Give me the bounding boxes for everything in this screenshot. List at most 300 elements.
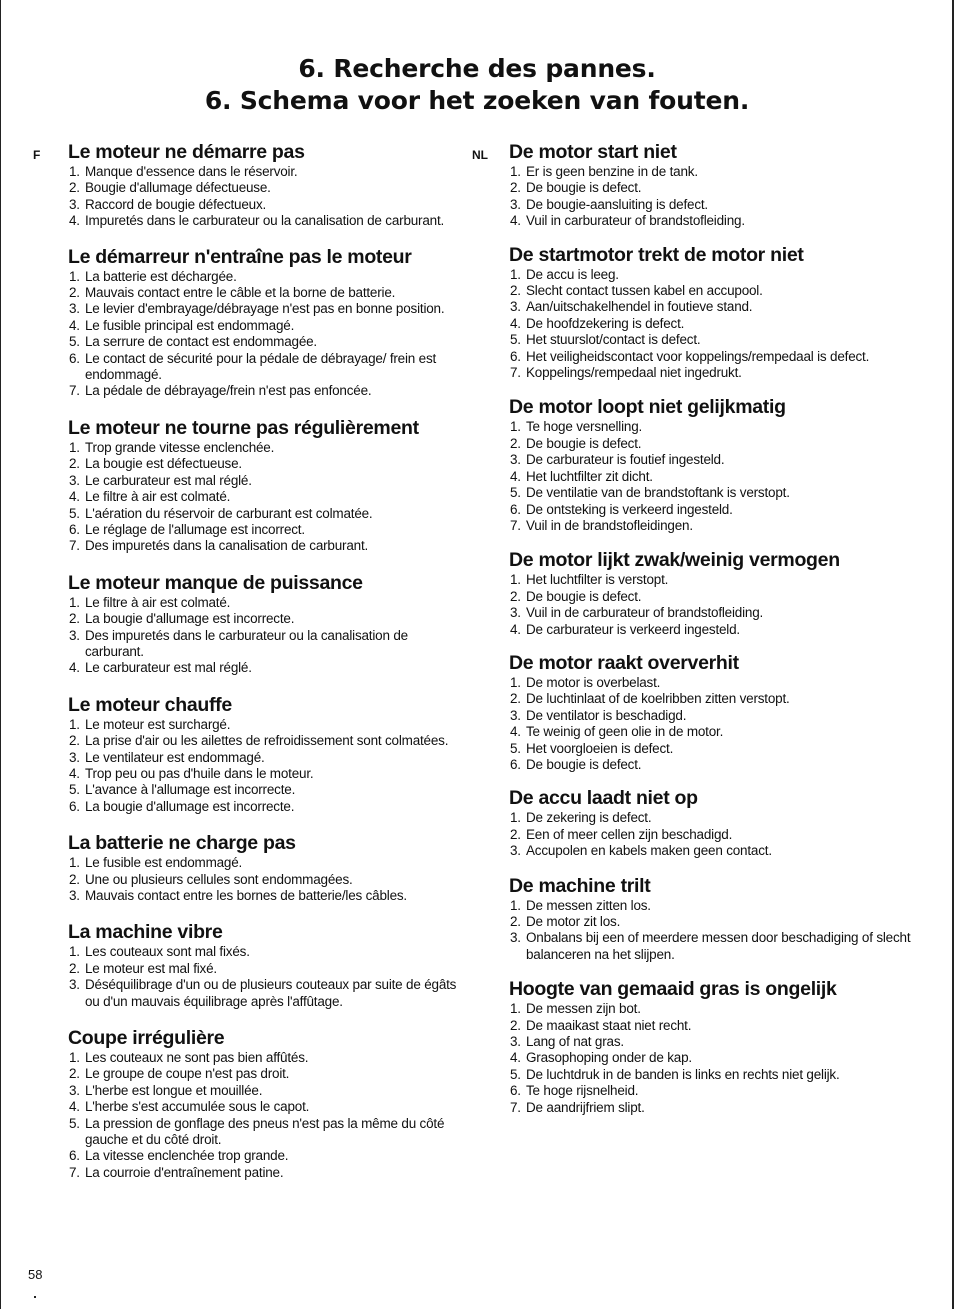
cause-item [68, 1083, 468, 1099]
cause-text: Lang of nat gras. [526, 1034, 624, 1050]
cause-list [68, 595, 468, 677]
cause-item [509, 365, 929, 381]
cause-text: De aandrijfriem slipt. [526, 1099, 645, 1115]
cause-item [509, 502, 929, 518]
cause-item [68, 944, 468, 960]
section-heading: De machine trilt [509, 874, 651, 897]
cause-item [509, 1034, 929, 1050]
cause-text: Des impuretés dans la canalisation de carburant. [85, 538, 369, 554]
section-heading: La machine vibre [68, 921, 223, 944]
cause-item [509, 843, 929, 859]
cause-item [509, 197, 929, 213]
cause-text: De ontsteking is verkeerd ingesteld. [526, 501, 733, 517]
section-heading: Le démarreur n'entraîne pas le moteur [68, 245, 412, 268]
scan-dot [34, 1296, 36, 1298]
cause-item [509, 316, 929, 332]
cause-text: Le carburateur est mal réglé. [85, 660, 252, 676]
cause-text: De luchtinlaat of de koelribben zitten verstopt. [526, 691, 790, 707]
cause-number: 3. [69, 1082, 80, 1098]
cause-number: 1. [510, 266, 521, 282]
section [68, 141, 468, 230]
section [509, 652, 929, 773]
cause-number: 3. [69, 977, 80, 993]
cause-number: 2. [69, 456, 80, 472]
cause-number: 3. [69, 196, 80, 212]
cause-item [509, 1018, 929, 1034]
cause-item [68, 717, 468, 733]
section-heading: Hoogte van gemaaid gras is ongelijk [509, 978, 837, 1001]
section-heading: Le moteur chauffe [68, 693, 232, 716]
column-dutch [509, 141, 929, 1116]
cause-item [68, 1148, 468, 1164]
cause-number: 4. [69, 317, 80, 333]
cause-text: Le filtre à air est colmaté. [85, 594, 231, 610]
cause-text: De bougie-aansluiting is defect. [526, 196, 708, 212]
cause-number: 5. [69, 505, 80, 521]
cause-item [68, 888, 468, 904]
cause-text: La courroie d'entraînement patine. [85, 1164, 284, 1180]
cause-number: 1. [69, 164, 80, 179]
section [68, 694, 468, 815]
cause-number: 2. [510, 691, 521, 707]
cause-text: Koppelings/rempedaal niet ingedrukt. [526, 365, 742, 381]
section [68, 417, 468, 555]
cause-number: 5. [69, 1115, 80, 1131]
cause-number: 4. [510, 468, 521, 484]
cause-number: 2. [510, 180, 521, 196]
cause-text: La bougie est défectueuse. [85, 456, 242, 472]
section-heading: De motor start niet [509, 141, 677, 163]
cause-text: Le fusible principal est endommagé. [85, 317, 295, 333]
cause-number: 6. [69, 798, 80, 814]
page-edge-left [0, 0, 1, 1309]
cause-text: Vuil in carburateur of brandstofleiding. [526, 213, 745, 229]
cause-item [68, 164, 468, 180]
cause-item [68, 383, 468, 399]
cause-item [68, 197, 468, 213]
cause-number: 3. [510, 1034, 521, 1050]
cause-text: Le filtre à air est colmaté. [85, 489, 231, 505]
cause-text: Une ou plusieurs cellules sont endommagées. [85, 871, 353, 887]
section-heading: De motor lijkt zwak/weinig vermogen [509, 549, 840, 572]
cause-item [509, 180, 929, 196]
cause-number: 2. [510, 435, 521, 451]
cause-number: 3. [510, 707, 521, 723]
cause-item [509, 914, 929, 930]
cause-number: 4. [69, 213, 80, 229]
cause-item [509, 349, 929, 365]
cause-item [68, 334, 468, 350]
cause-number: 5. [510, 332, 521, 348]
cause-item [509, 898, 929, 914]
cause-text: Les couteaux sont mal fixés. [85, 944, 250, 960]
cause-item [509, 436, 929, 452]
cause-item [509, 810, 929, 826]
cause-text: Het stuurslot/contact is defect. [526, 332, 701, 348]
cause-text: Manque d'essence dans le réservoir. [85, 164, 298, 179]
section [68, 921, 468, 1010]
section-heading: De startmotor trekt de motor niet [509, 243, 804, 266]
cause-item [68, 733, 468, 749]
cause-item [68, 766, 468, 782]
cause-number: 2. [69, 733, 80, 749]
cause-item [509, 164, 929, 180]
cause-number: 4. [69, 1099, 80, 1115]
cause-number: 2. [69, 180, 80, 196]
cause-number: 3. [510, 452, 521, 468]
cause-item [509, 452, 929, 468]
cause-number: 5. [69, 782, 80, 798]
cause-number: 7. [69, 538, 80, 554]
cause-number: 4. [69, 660, 80, 676]
cause-number: 3. [510, 196, 521, 212]
cause-item [68, 1099, 468, 1115]
cause-list [509, 898, 929, 964]
section [68, 832, 468, 904]
cause-number: 2. [510, 1017, 521, 1033]
cause-text: De accu is leeg. [526, 266, 619, 282]
cause-item [68, 489, 468, 505]
cause-item [68, 611, 468, 627]
cause-item [68, 1066, 468, 1082]
cause-item [509, 267, 929, 283]
cause-text: De hoofdzekering is defect. [526, 315, 685, 331]
cause-text: La bougie d'allumage est incorrecte. [85, 611, 295, 627]
cause-text: Aan/uitschakelhendel in foutieve stand. [526, 299, 753, 315]
cause-list [68, 717, 468, 815]
cause-item [509, 332, 929, 348]
cause-number: 6. [510, 348, 521, 364]
cause-number: 4. [510, 724, 521, 740]
cause-item [509, 691, 929, 707]
cause-text: La pression de gonflage des pneus n'est pas la même du côté gauche et du côté droit. [85, 1115, 445, 1148]
cause-list [68, 1050, 468, 1181]
cause-number: 1. [510, 572, 521, 588]
cause-item [509, 1100, 929, 1116]
cause-text: De messen zijn bot. [526, 1001, 641, 1017]
cause-text: De carburateur is verkeerd ingesteld. [526, 621, 740, 637]
cause-item [509, 419, 929, 435]
cause-number: 1. [69, 716, 80, 732]
cause-item [509, 1083, 929, 1099]
cause-text: Een of meer cellen zijn beschadigd. [526, 826, 733, 842]
cause-number: 1. [69, 944, 80, 960]
section [509, 875, 929, 964]
cause-text: Het veiligheidscontact voor koppelings/rempedaal is defect. [526, 348, 870, 364]
cause-item [68, 213, 468, 229]
cause-text: Les couteaux ne sont pas bien affûtés. [85, 1050, 309, 1066]
cause-text: De motor is overbelast. [526, 674, 661, 690]
cause-item [68, 269, 468, 285]
cause-text: Mauvais contact entre le câble et la borne de batterie. [85, 285, 396, 301]
column-french [68, 141, 468, 1181]
cause-item [68, 628, 468, 661]
cause-number: 4. [510, 213, 521, 229]
cause-number: 2. [69, 285, 80, 301]
cause-text: Te hoge rijsnelheid. [526, 1083, 639, 1099]
cause-number: 7. [510, 517, 521, 533]
language-marker-fr: F [33, 148, 41, 162]
cause-text: Le moteur est mal fixé. [85, 960, 217, 976]
section [68, 1027, 468, 1181]
cause-number: 2. [69, 611, 80, 627]
cause-number: 3. [510, 605, 521, 621]
cause-text: La serrure de contact est endommagée. [85, 334, 317, 350]
cause-item [68, 456, 468, 472]
section [509, 141, 929, 230]
section-heading: De accu laadt niet op [509, 787, 698, 810]
cause-number: 1. [510, 674, 521, 690]
cause-item [68, 1050, 468, 1066]
cause-number: 2. [510, 826, 521, 842]
cause-text: L'herbe est longue et mouillée. [85, 1082, 263, 1098]
section-heading: Le moteur ne tourne pas régulièrement [68, 416, 419, 439]
section-heading: De motor raakt oververhit [509, 651, 739, 674]
cause-number: 6. [69, 350, 80, 366]
cause-number: 4. [69, 765, 80, 781]
cause-text: Trop peu ou pas d'huile dans le moteur. [85, 765, 314, 781]
cause-list [68, 855, 468, 904]
cause-item [68, 1165, 468, 1181]
cause-number: 3. [510, 930, 521, 946]
cause-number: 6. [510, 1083, 521, 1099]
cause-item [68, 660, 468, 676]
section-heading: La batterie ne charge pas [68, 832, 296, 855]
section-heading: Coupe irrégulière [68, 1027, 225, 1050]
cause-item [509, 757, 929, 773]
cause-text: Onbalans bij een of meerdere messen door beschadiging of slecht balanceren na het slijpen. [526, 930, 911, 962]
cause-item [509, 622, 929, 638]
cause-text: Het luchtfilter zit dicht. [526, 468, 653, 484]
cause-number: 7. [69, 1164, 80, 1180]
cause-text: La pédale de débrayage/frein n'est pas enfoncée. [85, 383, 372, 399]
cause-item [509, 299, 929, 315]
cause-item [68, 506, 468, 522]
cause-number: 3. [69, 749, 80, 765]
cause-item [509, 741, 929, 757]
cause-item [509, 605, 929, 621]
cause-item [509, 1001, 929, 1017]
cause-number: 1. [510, 1001, 521, 1017]
cause-text: Te weinig of geen olie in de motor. [526, 724, 724, 740]
cause-number: 7. [510, 365, 521, 381]
cause-list [509, 1001, 929, 1116]
cause-item [68, 473, 468, 489]
cause-number: 3. [510, 843, 521, 859]
cause-text: Vuil in de brandstofleidingen. [526, 517, 693, 533]
cause-list [509, 267, 929, 382]
cause-text: Le levier d'embrayage/débrayage n'est pas en bonne position. [85, 301, 445, 317]
cause-text: De ventilatie van de brandstoftank is verstopt. [526, 485, 790, 501]
cause-item [68, 538, 468, 554]
page-title-fr: 6. Recherche des pannes. [298, 54, 656, 83]
cause-number: 1. [69, 855, 80, 871]
cause-text: De messen zitten los. [526, 897, 651, 913]
section [68, 572, 468, 677]
cause-text: De bougie is defect. [526, 588, 642, 604]
cause-number: 7. [69, 383, 80, 399]
cause-list [509, 675, 929, 773]
cause-number: 2. [69, 960, 80, 976]
cause-text: Trop grande vitesse enclenchée. [85, 439, 275, 455]
cause-text: Mauvais contact entre les bornes de batterie/les câbles. [85, 888, 407, 903]
section [509, 549, 929, 638]
cause-number: 3. [69, 301, 80, 317]
cause-list [509, 419, 929, 534]
cause-text: Bougie d'allumage défectueuse. [85, 180, 271, 196]
cause-item [509, 675, 929, 691]
cause-text: Vuil in de carburateur of brandstofleiding. [526, 605, 764, 621]
cause-number: 1. [510, 419, 521, 435]
cause-item [509, 469, 929, 485]
cause-item [68, 595, 468, 611]
cause-item [509, 213, 929, 229]
cause-text: De maaikast staat niet recht. [526, 1017, 692, 1033]
cause-number: 2. [69, 1066, 80, 1082]
cause-item [68, 180, 468, 196]
cause-list [68, 269, 468, 400]
cause-number: 4. [510, 1050, 521, 1066]
cause-item [68, 799, 468, 815]
page-title-nl: 6. Schema voor het zoeken van fouten. [204, 86, 750, 115]
cause-text: Te hoge versnelling. [526, 419, 643, 435]
cause-item [509, 485, 929, 501]
cause-text: L'aération du réservoir de carburant est colmatée. [85, 505, 373, 521]
cause-item [68, 351, 468, 384]
cause-text: La vitesse enclenchée trop grande. [85, 1148, 289, 1164]
cause-item [68, 872, 468, 888]
cause-text: Er is geen benzine in de tank. [526, 164, 698, 179]
cause-text: De carburateur is foutief ingesteld. [526, 452, 725, 468]
cause-number: 2. [510, 914, 521, 929]
section [509, 396, 929, 534]
cause-number: 1. [69, 439, 80, 455]
cause-text: Slecht contact tussen kabel en accupool. [526, 283, 763, 299]
cause-number: 3. [510, 299, 521, 315]
cause-number: 6. [69, 521, 80, 537]
cause-text: Het voorgloeien is defect. [526, 740, 674, 756]
section [68, 246, 468, 400]
cause-number: 5. [69, 334, 80, 350]
cause-number: 6. [510, 756, 521, 772]
cause-item [68, 440, 468, 456]
cause-text: De bougie is defect. [526, 756, 642, 772]
cause-number: 1. [510, 164, 521, 179]
language-marker-nl: NL [472, 148, 488, 162]
cause-item [509, 724, 929, 740]
cause-item [509, 283, 929, 299]
cause-item [68, 522, 468, 538]
cause-number: 4. [510, 621, 521, 637]
section [509, 787, 929, 859]
page-number: 58 [28, 1267, 43, 1282]
cause-number: 1. [510, 810, 521, 826]
section-heading: Le moteur ne démarre pas [68, 141, 305, 163]
cause-text: Déséquilibrage d'un ou de plusieurs couteaux par suite de égâts ou d'un mauvais équilibrage après l'affûtage. [85, 977, 457, 1009]
cause-number: 6. [510, 501, 521, 517]
cause-text: Le réglage de l'allumage est incorrect. [85, 521, 305, 537]
cause-text: La prise d'air ou les ailettes de refroidissement sont colmatées. [85, 733, 449, 749]
cause-number: 1. [69, 268, 80, 284]
cause-number: 4. [510, 315, 521, 331]
cause-item [68, 1116, 468, 1149]
cause-item [509, 708, 929, 724]
cause-text: L'avance à l'allumage est incorrecte. [85, 782, 296, 798]
cause-item [509, 1067, 929, 1083]
cause-text: L'herbe s'est accumulée sous le capot. [85, 1099, 310, 1115]
cause-number: 5. [510, 1066, 521, 1082]
cause-text: Le groupe de coupe n'est pas droit. [85, 1066, 290, 1082]
cause-text: Des impuretés dans le carburateur ou la canalisation de carburant. [85, 627, 408, 659]
cause-list [68, 944, 468, 1010]
cause-number: 6. [69, 1148, 80, 1164]
cause-list [509, 164, 929, 230]
cause-text: Grasophoping onder de kap. [526, 1050, 692, 1066]
cause-text: Impuretés dans le carburateur ou la canalisation de carburant. [85, 213, 445, 229]
cause-text: De ventilator is beschadigd. [526, 707, 687, 723]
cause-item [68, 977, 468, 1010]
cause-text: La bougie d'allumage est incorrecte. [85, 798, 295, 814]
cause-text: De zekering is defect. [526, 810, 652, 826]
cause-item [509, 827, 929, 843]
cause-item [68, 855, 468, 871]
section-heading: Le moteur manque de puissance [68, 571, 363, 594]
cause-text: De bougie is defect. [526, 435, 642, 451]
section-heading: De motor loopt niet gelijkmatig [509, 396, 786, 419]
cause-text: Le contact de sécurité pour la pédale de débrayage/ frein est endommagé. [85, 350, 437, 383]
cause-list [68, 440, 468, 555]
cause-text: Le moteur est surchargé. [85, 716, 231, 732]
cause-text: Le carburateur est mal réglé. [85, 472, 252, 488]
cause-text: Raccord de bougie défectueux. [85, 196, 267, 212]
cause-text: La batterie est déchargée. [85, 268, 237, 284]
cause-item [509, 1050, 929, 1066]
cause-item [509, 572, 929, 588]
cause-text: De bougie is defect. [526, 180, 642, 196]
cause-text: Le ventilateur est endommagé. [85, 749, 265, 765]
cause-item [509, 589, 929, 605]
cause-number: 1. [69, 1050, 80, 1066]
cause-number: 4. [69, 489, 80, 505]
section [509, 244, 929, 382]
cause-number: 7. [510, 1099, 521, 1115]
cause-text: De luchtdruk in de banden is links en rechts niet gelijk. [526, 1066, 840, 1082]
cause-item [68, 285, 468, 301]
section [509, 978, 929, 1116]
cause-number: 3. [69, 472, 80, 488]
cause-list [509, 572, 929, 638]
cause-number: 5. [510, 740, 521, 756]
cause-text: De motor zit los. [526, 914, 621, 929]
cause-item [509, 930, 929, 963]
cause-number: 5. [510, 485, 521, 501]
cause-list [509, 810, 929, 859]
cause-number: 2. [510, 283, 521, 299]
cause-item [509, 518, 929, 534]
cause-number: 3. [69, 888, 80, 903]
cause-item [68, 782, 468, 798]
cause-item [68, 750, 468, 766]
cause-item [68, 318, 468, 334]
cause-number: 2. [69, 871, 80, 887]
cause-item [68, 961, 468, 977]
cause-number: 3. [69, 627, 80, 643]
cause-text: Accupolen en kabels maken geen contact. [526, 843, 772, 859]
cause-number: 1. [510, 897, 521, 913]
cause-item [68, 301, 468, 317]
cause-text: Het luchtfilter is verstopt. [526, 572, 669, 588]
cause-number: 2. [510, 588, 521, 604]
